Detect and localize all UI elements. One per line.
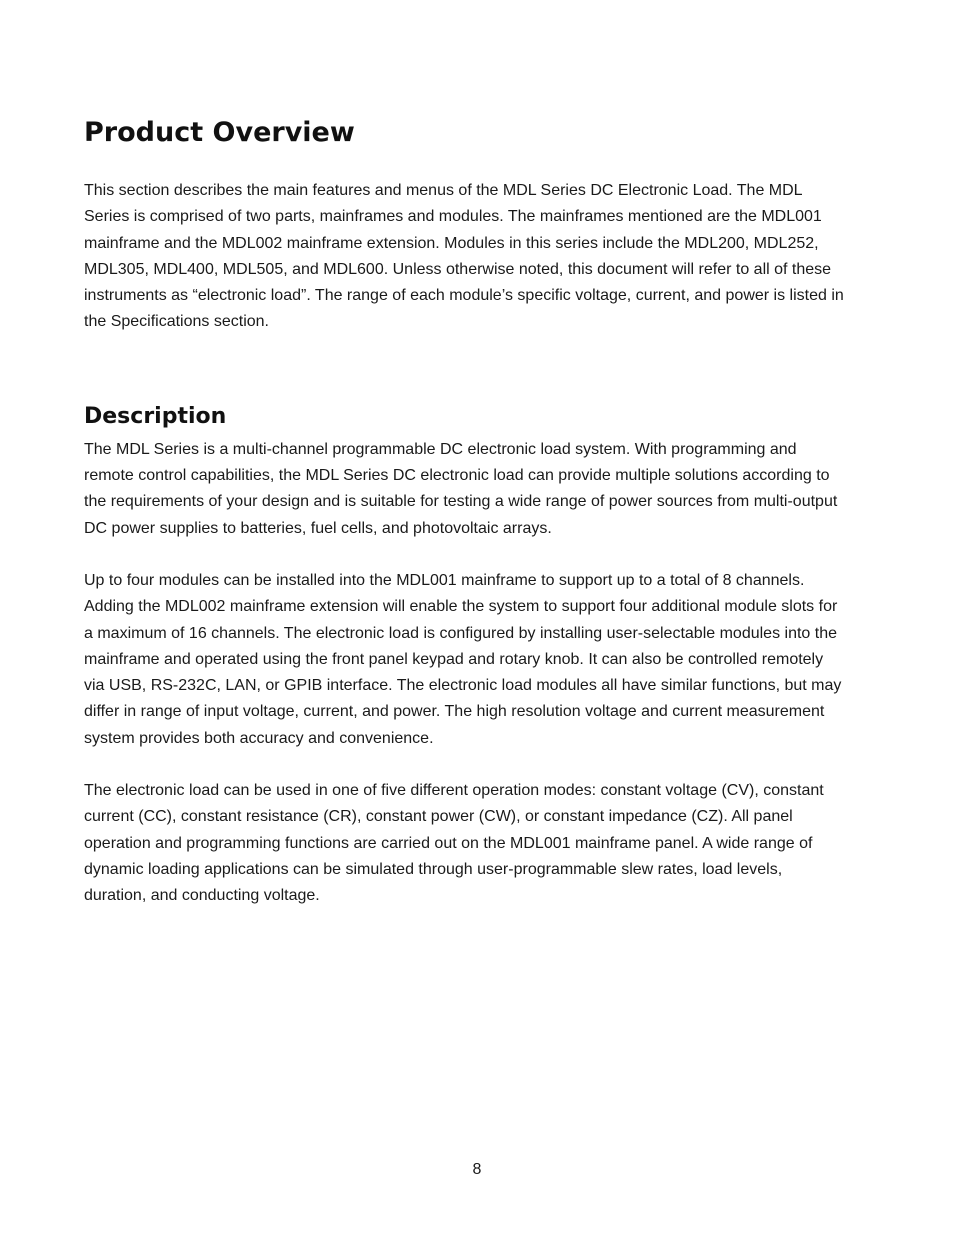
description-heading: Description bbox=[84, 403, 227, 429]
page-number: 8 bbox=[472, 1161, 482, 1178]
page-title: Product Overview bbox=[84, 117, 355, 148]
document-page bbox=[84, 112, 844, 910]
description-paragraph-2: Up to four modules can be installed into the MDL001 mainframe to support up to a total of 8 channels. Adding the MDL002 mainframe extension will enable the system to support four additional module slots for a maximum of 16 channels. The electronic load is configured by installing user-selectable modules into the mainframe and operated using the front panel keypad and rotary knob. It can also be controlled remotely via USB, RS-232C, LAN, or GPIB interface. The electronic load modules all have similar functions, but may differ in range of input voltage, current, and power. The high resolution voltage and current measurement system provides both accuracy and convenience. bbox=[84, 571, 842, 747]
description-paragraph-1: The MDL Series is a multi-channel programmable DC electronic load system. With programming and remote control capabilities, the MDL Series DC electronic load can provide multiple solutions according to the requirements of your design and is suitable for testing a wide range of power sources from multi-output DC power supplies to batteries, fuel cells, and photovoltaic arrays. bbox=[84, 440, 838, 537]
description-paragraph-3: The electronic load can be used in one of five different operation modes: constant voltage (CV), constant current (CC), constant resistance (CR), constant power (CW), or constant impedance (CZ). All panel operation and programming functions are carried out on the MDL001 mainframe panel. A wide range of dynamic loading applications can be simulated through user-programmable slew rates, load levels, duration, and conducting voltage. bbox=[84, 782, 824, 905]
intro-paragraph: This section describes the main features and menus of the MDL Series DC Electronic Load. The MDL Series is comprised of two parts, mainframes and modules. The mainframes mentioned are the MDL001 mainframe and the MDL002 mainframe extension. Modules in this series include the MDL200, MDL252, MDL305, MDL400, MDL505, and MDL600. Unless otherwise noted, this document will refer to all of these instruments as “electronic load”. The range of each module’s specific voltage, current, and power is listed in the Specifications section. bbox=[84, 182, 844, 331]
